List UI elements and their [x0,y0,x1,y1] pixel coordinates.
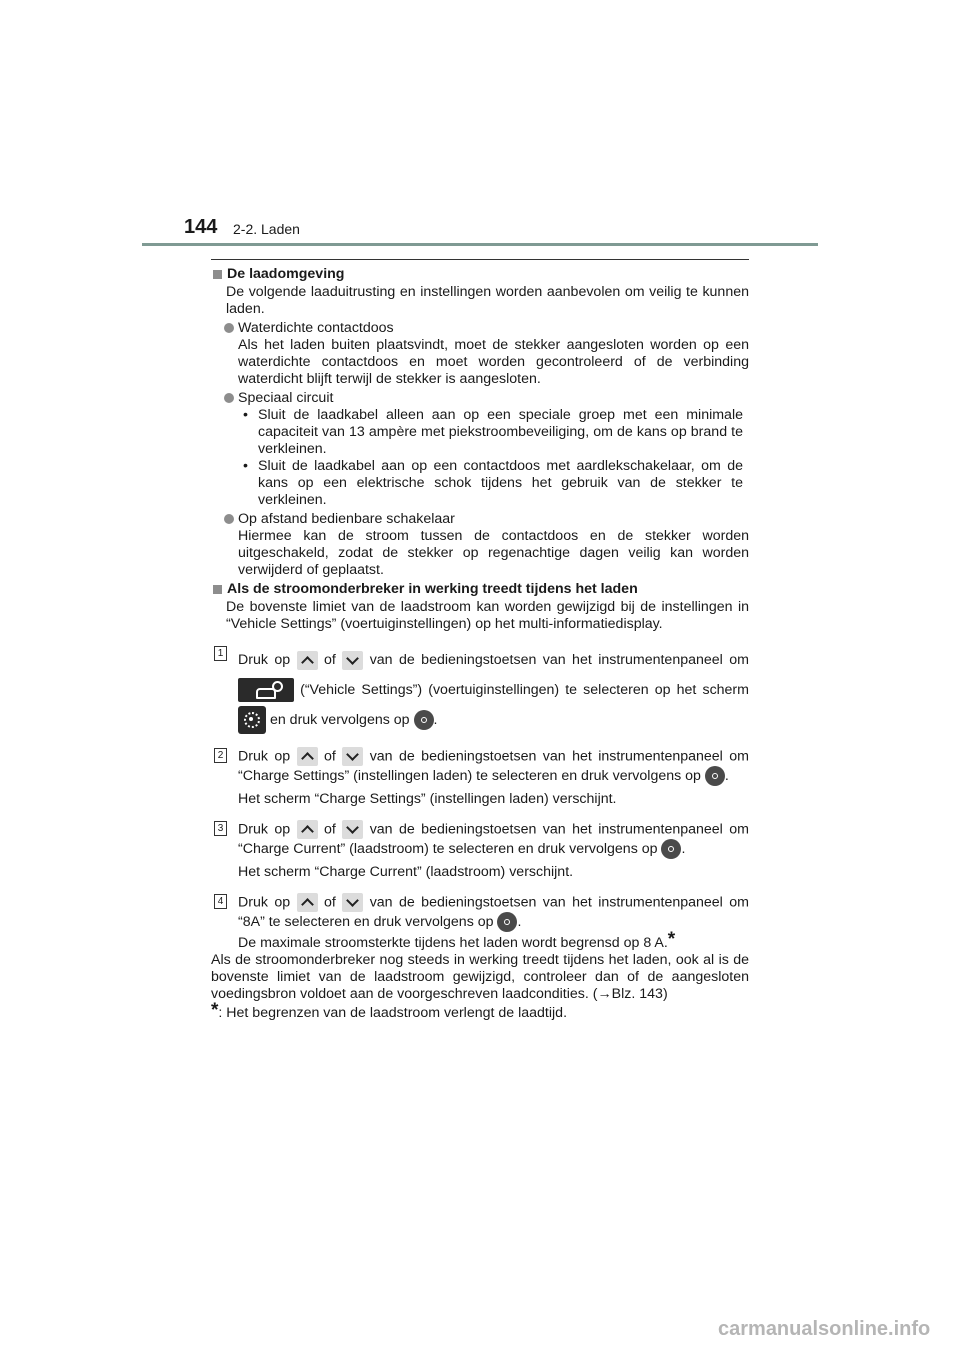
footnote [211,1000,749,1022]
footnote-text: : Het begrenzen van de laadstroom verlengt de laadtijd. [218,1005,568,1021]
ok-button-icon [497,912,517,932]
step-text-part: Druk op [238,894,291,911]
list-item-text: Hiermee kan de stroom tussen de contactdoos en de stekker worden uitgeschakeld, zodat de stekker op regenachtige dagen veilig kan worden verwijderd of geplaatst. [238,528,749,578]
list-item-title: Waterdichte contactdoos [238,320,394,336]
bullet-char: • [243,458,248,474]
step-result: Het scherm “Charge Current” (laadstroom) verschijnt. [238,864,574,880]
step [211,893,749,952]
section-intro: De volgende laaduitrusting en instellingen worden aanbevolen om veilig te kunnen laden. [226,284,749,317]
list-item-title: Op afstand bedienbare schakelaar [238,511,455,527]
chevron-up-icon [297,747,318,766]
step-text-part: van de bedieningstoetsen van het instrumentenpaneel om “8A” te selecteren en druk vervolgens op [238,894,749,930]
chevron-down-icon [342,651,363,670]
section-title: 2-2. Laden [233,221,300,237]
step-text-part: . [681,840,686,857]
step-number: 3 [214,821,227,836]
step-text [238,820,749,859]
square-bullet-icon [213,270,222,279]
bullet-char: • [243,407,248,423]
ok-button-icon [414,710,434,730]
list-item-text: Als het laden buiten plaatsvindt, moet de stekker aangesloten worden op een waterdichte contactdoos en moet worden gecontroleerd of de verbinding waterdicht blijft terwijl de stekker is aangesloten. [238,337,749,387]
step-text [238,645,749,735]
chevron-up-icon [297,820,318,839]
step-text [238,893,749,932]
section-heading [211,266,749,283]
step-number: 1 [214,646,227,661]
note-text: Als de stroomonderbreker nog steeds in werking treedt tijdens het laden, ook al is de bovenste limiet van de laadstroom gewijzigd, controleer dan of de aangesloten voedingsbron voldoet aan de voorgeschreven laadcondities. [211,952,749,1002]
ok-button-icon [661,839,681,859]
sub-bullet-text: Sluit de laadkabel aan op een contactdoos met aardlekschakelaar, om de kans op een elektrische schok tijdens het gebruik van de stekker te verkleinen. [258,458,743,508]
step-text-part: scherm [702,682,749,698]
step-text-part: Druk op [238,652,291,668]
circle-bullet-icon [224,514,234,524]
footnote-marker: * [667,929,676,950]
square-bullet-icon [213,585,222,594]
header-rule [142,243,818,246]
chevron-up-icon [297,893,318,912]
section-heading [211,581,749,598]
section-heading-text: Als de stroomonderbreker in werking treedt tijdens het laden [227,581,638,597]
step-text [238,747,749,786]
list-item [211,511,749,528]
list-item [211,390,749,407]
step-text-part: om [729,652,749,668]
list-item-title: Speciaal circuit [238,390,334,406]
step-text-part: . [433,712,438,728]
step-text-part: of [324,894,336,911]
step-text-part: . [517,913,522,930]
step-text-part: (“Vehicle Settings”) (voertuiginstellingen) te selecteren op het [300,682,697,698]
list-item [211,320,749,337]
chevron-down-icon [342,820,363,839]
step-text-part: of [324,652,336,668]
step-text-part: van de bedieningstoetsen van het instrumentenpaneel om “Charge Current” (laadstroom) te selecteren en druk vervolgens op [238,821,749,857]
note-paragraph [211,952,749,1003]
page-reference-link[interactable]: (→Blz. 143) [592,986,668,1002]
content-top-rule [211,259,749,260]
step-result [238,929,749,952]
step-text-part: . [724,767,729,784]
step-number: 4 [214,894,227,909]
chevron-down-icon [342,893,363,912]
watermark: carmanualsonline.info [718,1318,931,1340]
step [211,747,749,808]
step-text-part: Druk op [238,821,291,838]
step-text-part: van de bedieningstoetsen van het instrumentenpaneel [369,652,723,668]
gear-icon [238,706,266,734]
page-number: 144 [184,216,218,238]
circle-bullet-icon [224,393,234,403]
step-text-part: of [324,748,336,765]
ok-button-icon [705,766,725,786]
circle-bullet-icon [224,323,234,333]
step-text-part: en druk vervolgens op [269,712,410,728]
vehicle-settings-icon [238,678,294,702]
sub-bullet [211,407,749,458]
sub-bullet [211,458,749,509]
step-text-part: van de bedieningstoetsen van het instrumentenpaneel om “Charge Settings” (instellingen laden) te selecteren en druk vervolgens op [238,748,749,784]
sub-bullet-text: Sluit de laadkabel alleen aan op een speciale groep met een minimale capaciteit van 13 ampère met piekstroombeveiliging, om de kans op brand te verkleinen. [258,407,743,457]
step-text-part: of [324,821,336,838]
step-result-text: De maximale stroomsterkte tijdens het laden wordt begrensd op 8 A. [238,935,668,951]
step-text-part: Druk op [238,748,291,765]
step-result: Het scherm “Charge Settings” (instellingen laden) verschijnt. [238,791,617,807]
section-heading-text: De laadomgeving [227,266,345,282]
step-number: 2 [214,748,227,763]
step [211,820,749,881]
chevron-up-icon [297,651,318,670]
section-intro: De bovenste limiet van de laadstroom kan worden gewijzigd bij de instellingen in “Vehicle Settings” (voertuiginstellingen) op het multi-informatiedisplay. [226,599,749,632]
footnote-marker: * [211,1000,219,1021]
chevron-down-icon [342,747,363,766]
page-content [211,266,749,1022]
step [211,645,749,735]
